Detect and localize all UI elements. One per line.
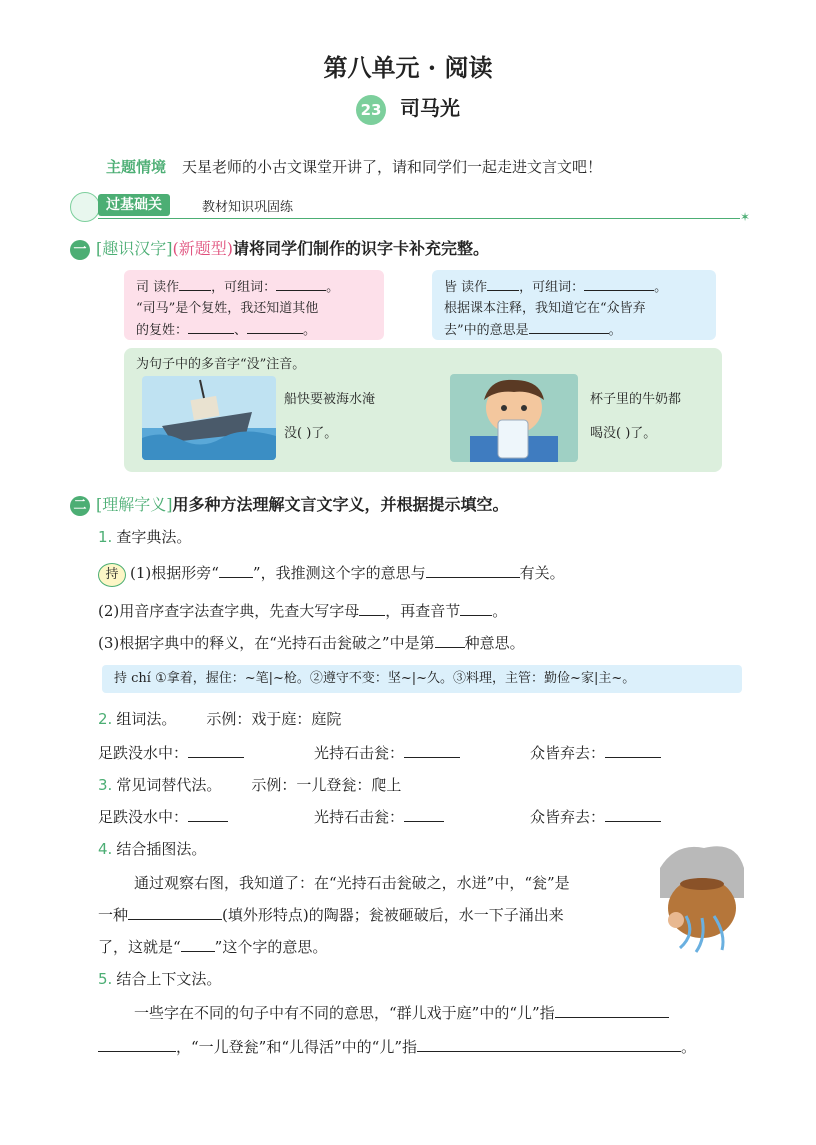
q4-line2 — [98, 904, 564, 925]
card-si-l3b: 、 — [234, 323, 248, 338]
theme-line — [106, 156, 602, 177]
blank[interactable] — [417, 1037, 681, 1052]
blank[interactable] — [219, 563, 253, 578]
section-banner — [70, 192, 750, 224]
blank[interactable] — [181, 937, 215, 952]
card-jie-l1a: 皆 读作 — [444, 280, 488, 295]
lesson-heading — [0, 92, 816, 125]
q1-p3a: (3)根据字典中的释义，在“光持石击瓮破之”中是第 — [98, 634, 435, 652]
banner-tab: 过基础关 — [98, 194, 170, 216]
q3-title: 常见词替代法。 — [116, 776, 222, 794]
section1-tag: [趣识汉字] — [96, 239, 173, 258]
blank[interactable] — [188, 319, 234, 334]
blank[interactable] — [605, 807, 661, 822]
section1-heading — [70, 236, 489, 260]
blank[interactable] — [605, 743, 661, 758]
q2-title: 组词法。 — [116, 710, 177, 728]
sentence2-line1: 杯子里的牛奶都 — [590, 392, 682, 407]
q5-l2b: 。 — [681, 1038, 697, 1056]
q4-title: 结合插图法。 — [116, 840, 207, 858]
mascot-icon — [70, 192, 100, 222]
section2-heading — [70, 492, 509, 516]
theme-text: 天星老师的小古文课堂开讲了，请和同学们一起走进文言文吧！ — [182, 158, 603, 176]
q2-example: 示例：戏于庭：庭院 — [206, 710, 342, 728]
card-si-l3c: 。 — [303, 323, 317, 338]
q5-l2a: ，“一儿登瓮”和“儿得活”中的“儿”指 — [176, 1038, 418, 1056]
q4-l3a: 了，这就是“ — [98, 938, 181, 956]
theme-label: 主题情境 — [106, 158, 167, 176]
sinking-ship-illustration — [142, 376, 276, 460]
q1-part1 — [98, 562, 565, 587]
card-si-l1a: 司 读作 — [136, 280, 180, 295]
sentence1-line2: 没( )了。 — [284, 426, 338, 441]
q2-heading — [98, 708, 341, 729]
blank[interactable] — [247, 319, 303, 334]
blank[interactable] — [276, 276, 326, 291]
q3-number: 3. — [98, 776, 113, 794]
blank[interactable] — [584, 276, 654, 291]
q1-part3 — [98, 632, 525, 653]
q5-number: 5. — [98, 970, 113, 988]
blank[interactable] — [404, 743, 460, 758]
q4-line1: 通过观察右图，我知道了：在“光持石击瓮破之，水迸”中，“瓮”是 — [134, 874, 570, 892]
q1-number: 1. — [98, 528, 113, 546]
q5-title: 结合上下文法。 — [116, 970, 222, 988]
q3-c-text: 众皆弃去： — [530, 808, 606, 826]
sentence2-line2: 喝没( )了。 — [590, 426, 657, 441]
lesson-number-badge: 23 — [356, 95, 386, 125]
q1-title — [98, 526, 191, 547]
card-si-l1b: ，可组词： — [211, 280, 277, 295]
q1-title-text: 查字典法。 — [116, 528, 192, 546]
blank[interactable] — [188, 743, 244, 758]
q3-a-text: 足跌没水中： — [98, 808, 189, 826]
q4-line3 — [98, 936, 327, 957]
q5-l1: 一些字在不同的句子中有不同的意思，“群儿戏于庭”中的“儿”指 — [134, 1004, 555, 1022]
dictionary-entry: 持 chí ①拿着，握住：~笔|~枪。②遵守不变：坚~|~久。③料理，主管：勤俭~家|主~。 — [102, 665, 742, 693]
card-mei-title: 为句子中的多音字“没”注音。 — [136, 357, 306, 372]
q1-p1a: (1)根据形旁“ — [130, 564, 219, 582]
blank[interactable] — [404, 807, 444, 822]
q1-p3b: 种意思。 — [464, 634, 525, 652]
q2-c-text: 众皆弃去： — [530, 744, 606, 762]
card-si: 司 读作 ，可组词： 。 “司马”是个复姓，我还知道其他 的复姓： 、 。 — [124, 270, 384, 340]
section1-number: 一 — [70, 240, 90, 260]
q5-heading — [98, 968, 221, 989]
sentence1-line1: 船快要被海水淹 — [284, 392, 376, 407]
new-type-tag: (新题型) — [172, 239, 233, 258]
q3-example: 示例：一儿登瓮：爬上 — [251, 776, 402, 794]
card-jie-l3c: 。 — [608, 323, 622, 338]
banner-divider — [98, 218, 740, 219]
q2-b — [314, 742, 460, 763]
q3-heading — [98, 774, 401, 795]
q2-c — [530, 742, 661, 763]
blank[interactable] — [128, 905, 222, 920]
q2-number: 2. — [98, 710, 113, 728]
q2-a-text: 足跌没水中： — [98, 744, 189, 762]
blank[interactable] — [359, 601, 385, 616]
q2-a — [98, 742, 244, 763]
card-si-l3a: 的复姓： — [136, 323, 189, 338]
star-icon: ✶ — [739, 210, 750, 224]
blank[interactable] — [435, 633, 465, 648]
blank[interactable] — [188, 807, 228, 822]
q1-p2c: 。 — [492, 602, 508, 620]
section2-tag: [理解字义] — [96, 495, 173, 514]
section2-number: 二 — [70, 496, 90, 516]
section1-instruction: 请将同学们制作的识字卡补充完整。 — [233, 239, 490, 258]
blank[interactable] — [426, 563, 520, 578]
unit-title: 第八单元 · 阅读 — [323, 53, 493, 82]
card-jie-l3a: 去”中的意思是 — [444, 323, 529, 338]
lesson-title: 司马光 — [400, 96, 460, 120]
q3-c — [530, 806, 661, 827]
q3-b-text: 光持石击瓮： — [314, 808, 405, 826]
blank[interactable] — [555, 1003, 669, 1018]
q1-p2a: (2)用音序查字法查字典，先查大写字母 — [98, 602, 360, 620]
q4-l2a: 一种 — [98, 906, 129, 924]
q1-p1b: ”，我推测这个字的意思与 — [252, 564, 426, 582]
q4-l3b: ”这个字的意思。 — [214, 938, 328, 956]
blank[interactable] — [487, 276, 519, 291]
chi-character-badge: 持 — [98, 563, 126, 587]
q4-number: 4. — [98, 840, 113, 858]
q4-heading — [98, 838, 206, 859]
card-si-l2: “司马”是个复姓，我还知道其他 — [136, 301, 319, 316]
q5-line1 — [134, 1002, 669, 1023]
blank[interactable] — [179, 276, 211, 291]
q3-a — [98, 806, 228, 827]
q5-line2 — [98, 1036, 696, 1057]
section2-instruction: 用多种方法理解文言文字义，并根据提示填空。 — [172, 495, 509, 514]
card-jie-l1b: ，可组词： — [519, 280, 585, 295]
banner-subtitle: 教材知识巩固练 — [202, 200, 294, 215]
blank[interactable] — [529, 319, 609, 334]
card-jie-l2: 根据课本注释，我知道它在“众皆弃 — [444, 301, 646, 316]
q1-part2 — [98, 600, 507, 621]
q3-b — [314, 806, 444, 827]
blank[interactable] — [98, 1037, 176, 1052]
blank[interactable] — [460, 601, 492, 616]
broken-urn-illustration — [656, 838, 748, 956]
q4-l2b: (填外形特点)的陶器；瓮被砸破后，水一下子涌出来 — [222, 906, 564, 924]
q1-p2b: ，再查音节 — [385, 602, 461, 620]
q1-p1c: 有关。 — [519, 564, 565, 582]
q2-b-text: 光持石击瓮： — [314, 744, 405, 762]
card-jie: 皆 读作 ，可组词： 。 根据课本注释，我知道它在“众皆弃 去”中的意思是 。 — [432, 270, 716, 340]
boy-drinking-milk-illustration — [450, 374, 578, 462]
